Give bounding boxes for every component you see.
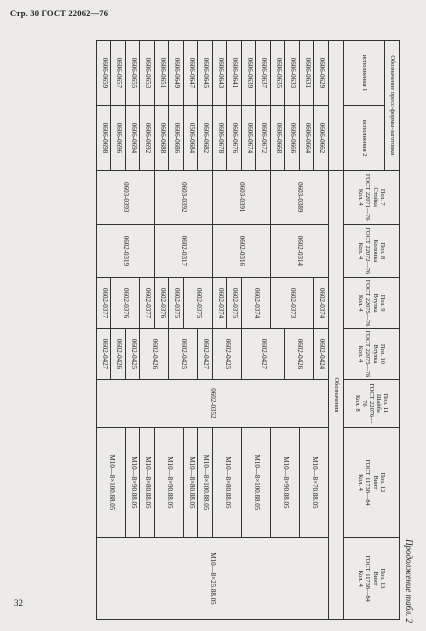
blank-header (329, 41, 344, 171)
row-code-cell: 0606-0672 (256, 105, 271, 170)
row-code-cell: 0606-0696 (111, 105, 126, 170)
designation-cell-p12: М10—8×80.88.05 (184, 427, 199, 537)
designation-cell-p9: 0602-0373 (271, 278, 315, 329)
designation-cell-p7: 0603-0391 (213, 170, 271, 224)
designation-cell-p12: М10—8×70.88.05 (300, 427, 329, 537)
row-code-cell: 0606-0692 (140, 105, 155, 170)
page-number: 32 (14, 598, 23, 608)
table-row (314, 41, 329, 620)
designation-cell-p13: М10—8×25.88.05 (97, 538, 329, 620)
designation-cell-p12: М10—8×100.88.05 (242, 427, 271, 537)
table-row (126, 41, 141, 620)
row-code-cell: 0606-0631 (300, 41, 315, 106)
row-code-cell: 0606-0635 (271, 41, 286, 106)
designation-cell-p12: М10—8×90.88.05 (155, 427, 184, 537)
table-row (184, 41, 199, 620)
row-code-cell: 0606-0655 (126, 41, 141, 106)
group-header: Обозначение пресс-формы-заготовки (385, 41, 400, 171)
header-pos12: Поз. 12 Винт ГОСТ 11738—84 Кол. 4 (344, 427, 400, 537)
designation-cell-p7: 0603-0393 (97, 170, 155, 224)
page-header: Стр. 30 ГОСТ 22062—76 (10, 8, 109, 18)
table-row (198, 41, 213, 620)
row-code-cell: 0606-0653 (140, 41, 155, 106)
designation-cell-p10: 0602-0426 (140, 329, 169, 380)
designation-cell-p9: 0602-0374 (213, 278, 228, 329)
row-code-cell: 0606-0659 (97, 41, 112, 106)
row-code-cell: 0606-0668 (271, 105, 286, 170)
row-code-cell: 0606-0639 (242, 41, 257, 106)
header-pos9: Поз. 9 Втулка ГОСТ 22075—76 Кол. 4 (344, 278, 400, 329)
designation-cell-p7: 0603-0392 (155, 170, 213, 224)
designation-cell-p8: 0602-0317 (155, 224, 213, 278)
row-code-cell: 0606-0664 (300, 105, 315, 170)
header-pos8: Поз. 8 Колонка ГОСТ 22072—76 Кол. 4 (344, 224, 400, 278)
designation-cell-p9: 0602-0375 (184, 278, 213, 329)
designation-cell-p8: 0602-0316 (213, 224, 271, 278)
continuation-label: Продолжение табл. 2 (404, 539, 414, 623)
designation-cell-p7: 0603-0389 (271, 170, 329, 224)
row-code-cell: 0606-0645 (198, 41, 213, 106)
rotated-table-frame (16, 40, 416, 625)
designation-cell-p9: 0602-0374 (242, 278, 271, 329)
designation-cell-p10: 0602-0424 (314, 329, 329, 380)
row-code-cell: 0606-0682 (198, 105, 213, 170)
header-pos10: Поз. 10 Втулка ГОСТ 22075—76 Кол. 4 (344, 329, 400, 380)
designation-cell-p9: 0602-0377 (97, 278, 112, 329)
designation-cell-p12: М10—8×80.88.05 (213, 427, 242, 537)
row-code-cell: 0606-0651 (155, 41, 170, 106)
designation-cell-p12: М10—8×100.88.05 (97, 427, 126, 537)
row-code-cell: 0606-0657 (111, 41, 126, 106)
table-row (111, 41, 126, 620)
row-code-cell: 0606-0676 (227, 105, 242, 170)
header-exec2: исполнения 2 (344, 105, 385, 170)
designation-cell-p9: 0602-0375 (169, 278, 184, 329)
header-pos13: Поз. 13 Винт ГОСТ 11738—84 Кол. 4 (344, 538, 400, 620)
table (96, 40, 400, 620)
designation-cell-p9: 0602-0374 (314, 278, 329, 329)
designation-cell-p12: М10—8×90.88.05 (271, 427, 300, 537)
row-code-cell: 0606-0686 (169, 105, 184, 170)
header-exec1: исполнения 1 (344, 41, 385, 106)
designation-cell-p9: 0602-0375 (227, 278, 242, 329)
designation-cell-p11: 0602-0352 (97, 379, 329, 427)
row-code-cell: 0606-0688 (155, 105, 170, 170)
header-pos7: Поз. 7 Стойка ГОСТ 22071—76 Кол. 4 (344, 170, 400, 224)
designations-header: Обозначения (329, 170, 344, 619)
row-code-cell: 0606-0649 (169, 41, 184, 106)
designation-cell-p10: 0602-0427 (198, 329, 213, 380)
designation-cell-p9: 0602-0376 (155, 278, 170, 329)
designation-cell-p10: 0602-0427 (242, 329, 286, 380)
row-code-cell: 0506-0684 (184, 105, 199, 170)
row-code-cell: 0606-0633 (285, 41, 300, 106)
designation-cell-p9: 0602-0377 (140, 278, 155, 329)
header-pos11: Поз. 11 Шайба ГОСТ 22076—76 Кол. 8 (344, 379, 400, 427)
row-code-cell: 0606-0629 (314, 41, 329, 106)
row-code-cell: 0606-0662 (314, 105, 329, 170)
row-code-cell: 0606-0678 (213, 105, 228, 170)
row-code-cell: 0606-0698 (97, 105, 112, 170)
row-code-cell: 0606-0694 (126, 105, 141, 170)
designation-cell-p10: 0602-0427 (97, 329, 112, 380)
designation-cell-p12: М10—8×80.88.05 (140, 427, 155, 537)
designation-cell-p10: 0602-0425 (213, 329, 242, 380)
designation-cell-p10: 0602-0425 (169, 329, 198, 380)
table-body (97, 41, 329, 620)
table-row (227, 41, 242, 620)
designation-cell-p8: 0602-0314 (271, 224, 329, 278)
designation-cell-p10: 0602-0426 (285, 329, 314, 380)
row-code-cell: 0606-0637 (256, 41, 271, 106)
designation-cell-p8: 0602-0319 (97, 224, 155, 278)
row-code-cell: 0606-0674 (242, 105, 257, 170)
designation-cell-p12: М10—8×90.88.05 (126, 427, 141, 537)
designation-cell-p12: М10—8×100.88.05 (198, 427, 213, 537)
row-code-cell: 0606-0643 (213, 41, 228, 106)
designation-cell-p10: 0602-0426 (111, 329, 126, 380)
designation-cell-p10: 0602-0425 (126, 329, 141, 380)
row-code-cell: 0606-0647 (184, 41, 199, 106)
row-code-cell: 0606-0641 (227, 41, 242, 106)
row-code-cell: 0606-0666 (285, 105, 300, 170)
designation-cell-p9: 0602-0376 (111, 278, 140, 329)
